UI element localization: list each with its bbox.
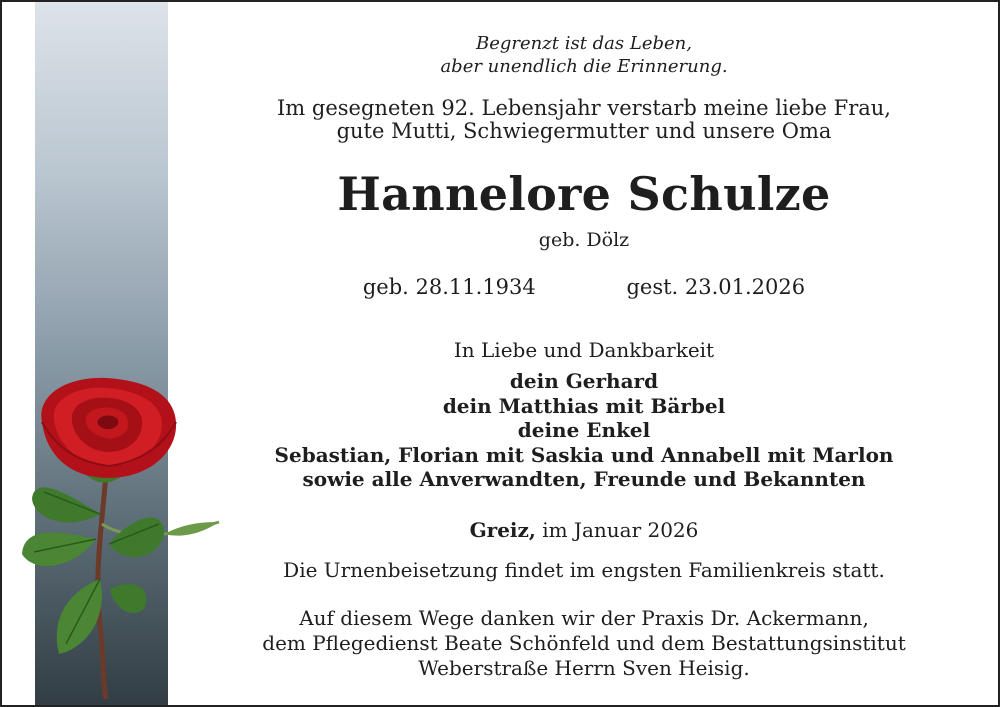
gratitude-line: Auf diesem Wege danken wir der Praxis Dr. Ackermann, [299,606,869,630]
place-month: im Januar 2026 [535,518,699,542]
love-gratitude-line: In Liebe und Dankbarkeit [453,338,715,362]
maiden-name: geb. Dölz [538,229,630,251]
burial-note: Die Urnenbeisetzung findet im engsten Familienkreis statt. [283,558,885,582]
mourner-line: sowie alle Anverwandten, Freunde und Bekannten [302,467,866,491]
intro-line: Im gesegneten 92. Lebensjahr verstarb meine liebe Frau, [277,96,891,120]
intro-line: gute Mutti, Schwiegermutter und unsere Oma [336,119,832,143]
mourner-line: dein Matthias mit Bärbel [442,393,726,418]
motto [224,32,944,78]
mourner-line: deine Enkel [517,418,651,442]
gratitude-line: Weberstraße Herrn Sven Heisig. [418,656,750,680]
death-date: gest. 23.01.2026 [626,275,806,299]
deceased-name: Hannelore Schulze [337,167,831,221]
place-date [224,517,944,543]
mourner-line: dein Gerhard [509,369,659,393]
birth-date: geb. 28.11.1934 [362,275,536,299]
motto-line: Begrenzt ist das Leben, [476,33,692,54]
gratitude-text [224,606,944,681]
gratitude-line: dem Pflegedienst Beate Schönfeld und dem Bestattungsinstitut [262,631,906,655]
mourner-line: Sebastian, Florian mit Saskia und Annabell mit Marlon [274,442,894,467]
rose-image [14,374,229,704]
place-city: Greiz, [469,518,536,542]
intro-text [224,97,944,143]
mourners-list [224,369,944,492]
motto-line: aber unendlich die Erinnerung. [440,56,728,77]
life-dates [224,274,944,300]
